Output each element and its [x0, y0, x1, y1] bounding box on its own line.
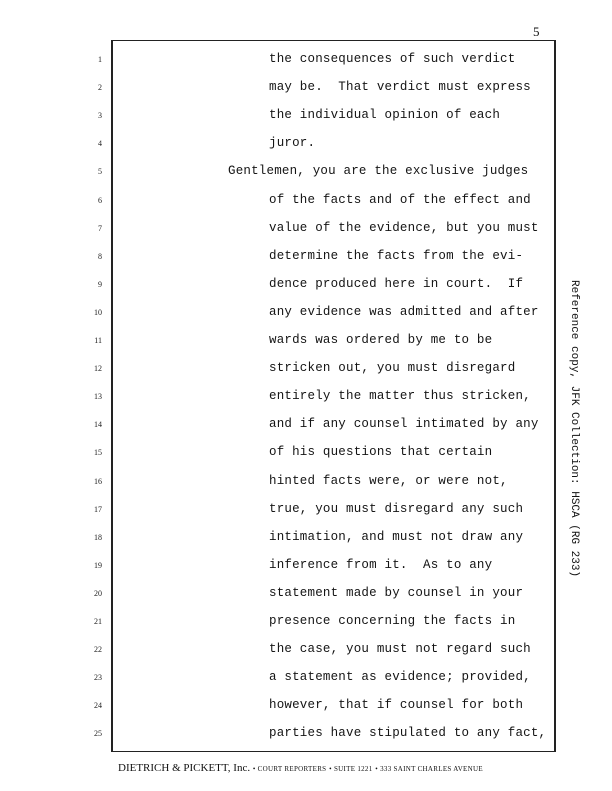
line-number: 15 — [94, 448, 102, 458]
line-number: 8 — [98, 251, 102, 261]
transcript-line: statement made by counsel in your — [269, 585, 524, 600]
transcript-line: the case, you must not regard such — [269, 642, 531, 657]
line-number: 22 — [94, 645, 102, 655]
line-number: 2 — [98, 83, 102, 93]
transcript-line: any evidence was admitted and after — [269, 304, 539, 319]
transcript-line: wards was ordered by me to be — [269, 333, 493, 347]
line-number: 13 — [94, 392, 102, 402]
line-number: 3 — [98, 111, 102, 121]
line-number: 21 — [94, 617, 102, 626]
line-number: 11 — [94, 336, 102, 345]
footer-service: COURT REPORTERS — [257, 765, 327, 773]
line-number: 18 — [94, 532, 102, 542]
transcript-line: determine the facts from the evi- — [269, 248, 524, 263]
footer-firm: DIETRICH & PICKETT, Inc. — [118, 762, 251, 774]
transcript-line: however, that if counsel for both — [269, 698, 524, 713]
transcript-line: the individual opinion of each — [269, 108, 501, 123]
page-number: 5 — [533, 24, 540, 39]
page-frame-left — [111, 40, 113, 752]
transcript-line: intimation, and must not draw any — [269, 529, 524, 544]
archive-stamp: Reference copy, JFK Collection: HSCA (RG 233) — [568, 280, 580, 578]
line-number: 14 — [94, 420, 102, 430]
line-number: 24 — [94, 701, 102, 711]
transcript-line: true, you must disregard any such — [269, 501, 524, 516]
line-number: 12 — [94, 364, 102, 374]
page-frame-top — [111, 40, 556, 41]
transcript-line: value of the evidence, but you must — [269, 220, 539, 235]
page-frame-right — [554, 40, 556, 752]
line-number: 17 — [94, 504, 102, 514]
transcript-line: parties have stipulated to any fact, — [269, 726, 547, 741]
transcript-line: stricken out, you must disregard — [269, 361, 516, 376]
transcript-line: juror. — [269, 136, 316, 151]
transcript-line: presence concerning the facts in — [269, 614, 516, 628]
line-number: 19 — [94, 560, 102, 570]
transcript-line: hinted facts were, or were not, — [269, 473, 508, 488]
line-number: 5 — [98, 167, 102, 177]
footer — [118, 762, 483, 774]
line-number: 20 — [94, 588, 102, 598]
line-number: 4 — [98, 139, 102, 149]
transcript-line: of the facts and of the effect and — [269, 192, 531, 207]
footer-bullet-1: • — [252, 765, 256, 773]
line-number: 23 — [94, 673, 102, 683]
transcript-line: may be. That verdict must express — [269, 80, 531, 95]
transcript-line: and if any counsel intimated by any — [269, 417, 539, 432]
footer-bullet-2: • — [329, 765, 332, 773]
transcript-line: inference from it. As to any — [269, 557, 493, 572]
transcript-line: the consequences of such verdict — [269, 52, 516, 66]
line-number: 16 — [94, 476, 102, 486]
transcript-line: dence produced here in court. If — [269, 276, 524, 291]
line-number: 10 — [94, 307, 102, 317]
line-number: 1 — [98, 55, 102, 64]
line-number: 25 — [94, 729, 102, 739]
line-number: 9 — [98, 279, 102, 289]
page-frame-bottom — [111, 751, 556, 752]
transcript-line: entirely the matter thus stricken, — [269, 389, 531, 404]
line-number: 7 — [98, 223, 102, 233]
transcript-line: of his questions that certain — [269, 445, 493, 460]
footer-suite: SUITE 1221 — [333, 765, 373, 773]
transcript-line: a statement as evidence; provided, — [269, 670, 531, 685]
footer-bullet-3: • — [375, 765, 379, 773]
transcript-line: Gentlemen, you are the exclusive judges — [228, 164, 529, 179]
footer-address: 333 SAINT CHARLES AVENUE — [380, 765, 483, 773]
line-number: 6 — [98, 195, 102, 205]
